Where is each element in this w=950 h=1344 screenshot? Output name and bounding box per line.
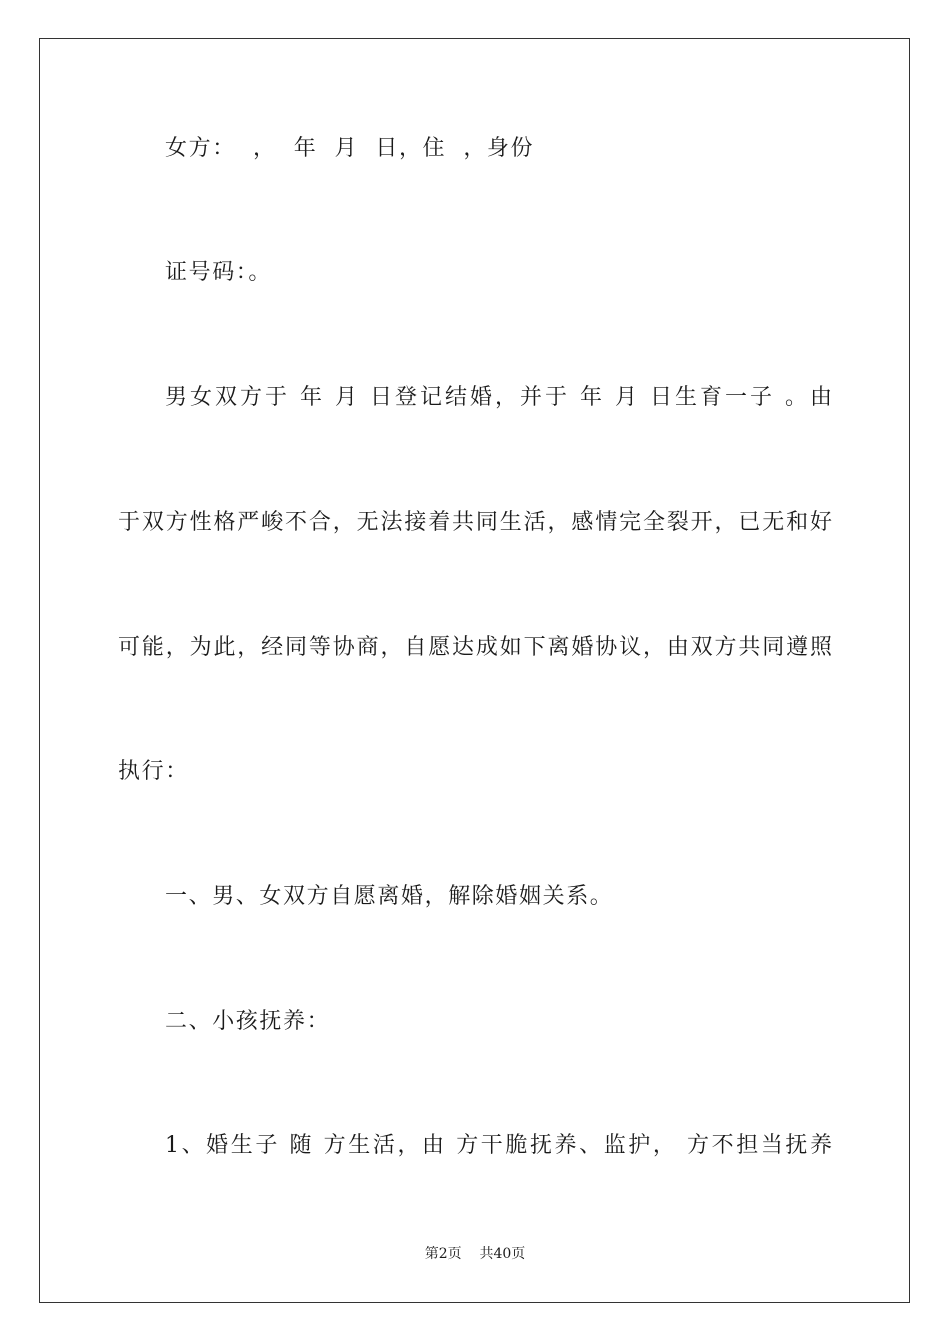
text-line-clause-one: 一、男、女双方自愿离婚，解除婚姻关系。: [165, 884, 614, 909]
text-line-id-number: 证号码：。: [165, 260, 273, 285]
page-number-footer: 第2页 共40页: [424, 1246, 526, 1262]
page-border: [39, 38, 910, 1303]
text-line-clause-two-item-one: 1、婚生子 随 方生活，由 方干脆抚养、监护， 方不担当抚养: [165, 1133, 832, 1158]
text-line-clause-two: 二、小孩抚养：: [165, 1009, 331, 1034]
text-line-execute: 执行：: [118, 759, 189, 784]
text-line-female-party: 女方： ， 年 月 日，住 ，身份: [165, 136, 535, 161]
text-line-marriage-registration: 男女双方于 年 月 日登记结婚，并于 年 月 日生育一子 。由: [165, 385, 832, 410]
text-line-agreement: 可能，为此，经同等协商，自愿达成如下离婚协议，由双方共同遵照: [118, 635, 832, 660]
text-line-reason: 于双方性格严峻不合，无法接着共同生活，感情完全裂开，已无和好: [118, 510, 832, 535]
